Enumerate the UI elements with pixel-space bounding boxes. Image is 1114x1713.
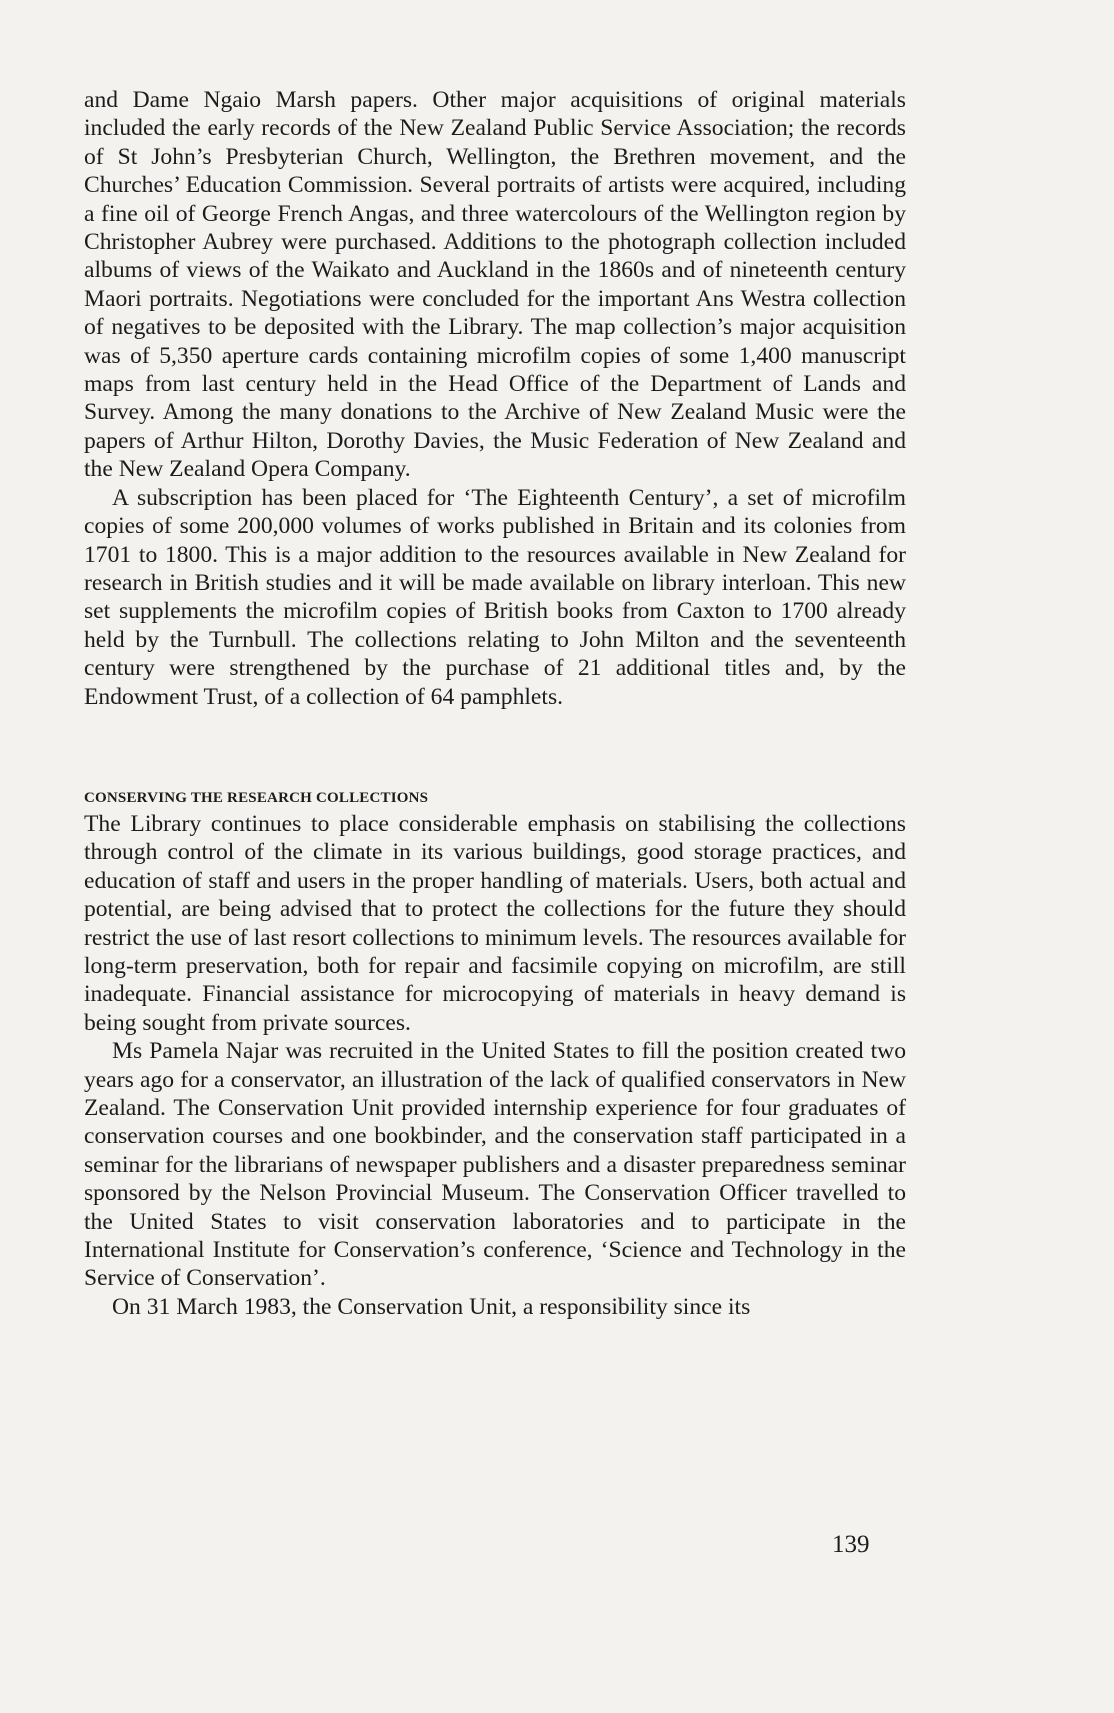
- body-paragraph: and Dame Ngaio Marsh papers. Other major acquisitions of original materials included the early records of the New Zealand Public Service Association; the records of St John’s Presbyterian Church, Wellington, the Brethren movement, and the Churches’ Education Commission. Several portraits of artists were acquired, including a fine oil of George French Angas, and three watercolours of the Wellington region by Christopher Aubrey were purchased. Additions to the photograph collection included albums of views of the Waikato and Auckland in the 1860s and of nineteenth century Maori portraits. Negotiations were concluded for the important Ans Westra collection of negatives to be deposited with the Library. The map collection’s major acquisition was of 5,350 aperture cards containing microfilm copies of some 1,400 manuscript maps from last century held in the Head Office of the Department of Lands and Survey. Among the many donations to the Archive of New Zealand Music were the papers of Arthur Hilton, Dorothy Davies, the Music Federation of New Zealand and the New Zealand Opera Company.: [84, 87, 906, 483]
- body-paragraph: Ms Pamela Najar was recruited in the United States to fill the position created two years ago for a conservator, an illustration of the lack of qualified conservators in New Zealand. The Conservation Unit provided internship experience for four graduates of conservation courses and one bookbinder, and the conservation staff participated in a seminar for the librarians of newspaper publishers and a disaster preparedness seminar sponsored by the Nelson Provincial Museum. The Conservation Officer travelled to the United States to visit conservation laboratories and to participate in the International Institute for Conservation’s conference, ‘Science and Technology in the Service of Conservation’.: [84, 1038, 906, 1292]
- body-paragraph: The Library continues to place considerable emphasis on stabilising the collections through control of the climate in its various buildings, good storage practices, and education of staff and users in the proper handling of materials. Users, both actual and potential, are being advised that to protect the collections for the future they should restrict the use of last resort collections to minimum levels. The resources available for long-term preservation, both for repair and facsimile copying on microfilm, are still inadequate. Financial assistance for microcopying of materials in heavy demand is being sought from private sources.: [84, 810, 906, 1036]
- body-paragraph: A subscription has been placed for ‘The Eighteenth Century’, a set of microfilm copies of some 200,000 volumes of works published in Britain and its colonies from 1701 to 1800. This is a major addition to the resources available in New Zealand for research in British studies and it will be made available on library interloan. This new set supplements the microfilm copies of British books from Caxton to 1700 already held by the Turnbull. The collections relating to John Milton and the seventeenth century were strengthened by the purchase of 21 additional titles and, by the Endowment Trust, of a collection of 64 pamphlets.: [84, 484, 906, 710]
- section-heading: CONSERVING THE RESEARCH COLLECTIONS: [84, 789, 429, 806]
- page-number: 139: [832, 1531, 870, 1558]
- body-paragraph: On 31 March 1983, the Conservation Unit, a responsibility since its: [112, 1293, 751, 1320]
- page-body: [84, 86, 906, 1321]
